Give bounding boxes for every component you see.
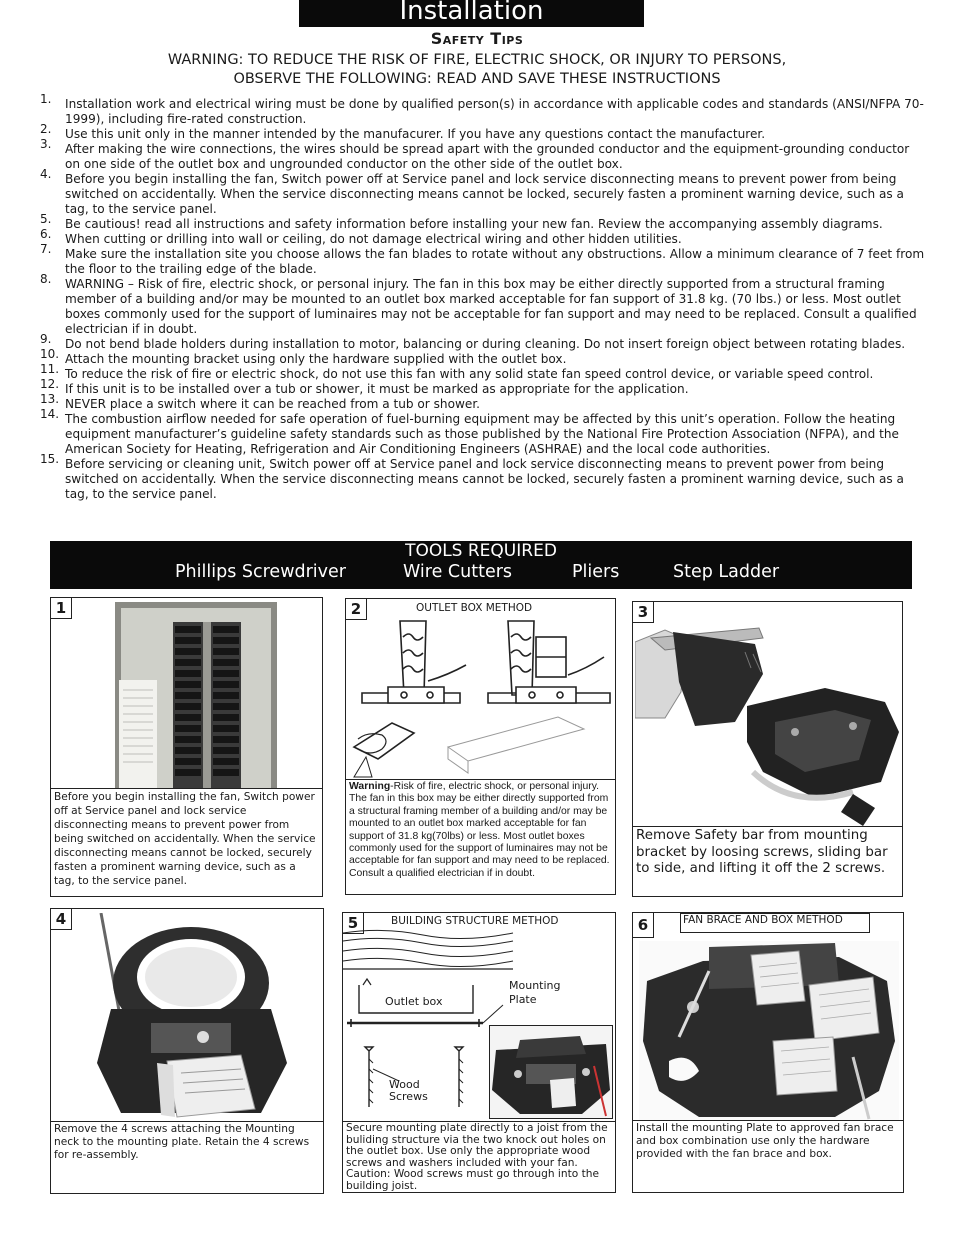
safety-tip-item [38, 122, 928, 142]
step-1-caption: Before you begin installing the fan, Switch power off at Service panel and lock service disconnecting means to prevent power from being switched on accidentally. When the service disconnecting means cannot be locked, securely fasten a prominent warning device, such as a tag, to the service panel. [51, 788, 322, 896]
mounting-plate-photo [489, 1025, 613, 1119]
step-number: 6 [633, 913, 654, 938]
safety-tip-text: Make sure the installation site you choose allows the fan blades to rotate without any obstructions. Allow a minimum clearance of 7 feet from the floor to the trailing edge of the blade. [65, 247, 925, 276]
safety-tip-number: 6. [40, 227, 52, 241]
safety-tip-number: 14. [40, 407, 60, 421]
safety-tip-text: If this unit is to be installed over a tub or shower, it must be marked as appropriate for the application. [65, 382, 689, 396]
safety-tip-item [38, 392, 928, 412]
safety-tip-number: 10. [40, 347, 60, 361]
step-5-caption: Secure mounting plate directly to a joist from the buliding structure via the two knock out holes on the outlet box. Use only the appropriate wood screws and washers included with your fan. Caution: Wood screws must go through into the building joist. [343, 1121, 615, 1192]
safety-tips-heading: Safety Tips [430, 29, 524, 48]
safety-tip-item [38, 227, 928, 247]
outlet-box-method-label: OUTLET BOX METHOD [416, 602, 533, 614]
safety-tip-item [38, 272, 928, 337]
safety-tip-item [38, 332, 928, 352]
warning-label: Warning [349, 781, 391, 792]
safety-tip-number: 8. [40, 272, 52, 286]
step-number: 1 [51, 598, 72, 619]
safety-tip-text: The combustion airflow needed for safe operation of fuel-burning equipment may be affected by this unit’s operation. Follow the heating equipment manufacturer’s guideline safety standards such as those published by the National Fire Protection Association (NFPA), and the American Society for Heating, Refrigeration and Air Conditioning Engineers (ASHRAE) and the local code authorities. [65, 412, 899, 456]
step-1-panel [50, 597, 323, 897]
safety-tip-text: After making the wire connections, the wires should be spread apart with the grounded conductor and the equipment-grounding conductor on one side of the outlet box and ungrounded conductor on the other side of the outlet box. [65, 142, 910, 171]
safety-tip-number: 3. [40, 137, 52, 151]
safety-tip-text: Attach the mounting bracket using only the hardware supplied with the outlet box. [65, 352, 567, 366]
step-number: 5 [343, 913, 364, 934]
step-2-caption [346, 779, 615, 894]
step-3-panel [632, 601, 903, 897]
safety-tip-number: 4. [40, 167, 52, 181]
safety-tip-text: Before you begin installing the fan, Switch power off at Service panel and lock service disconnecting means to prevent power from being switched on accidentally. When the service disconnecting means cannot be locked, securely fasten a prominent warning device, such as a tag, to the service panel. [65, 172, 904, 216]
safety-tip-text: NEVER place a switch where it can be reached from a tub or shower. [65, 397, 481, 411]
mounting-neck-photo [91, 913, 287, 1121]
step-5-panel [342, 912, 616, 1193]
safety-tip-text: Before servicing or cleaning unit, Switch power off at Service panel and lock service disconnecting means to prevent power from being switched on accidentally. When the service disconnecting means cannot be locked, securely fasten a prominent warning device, such as a tag, to the service panel. [65, 457, 904, 501]
safety-tip-text: When cutting or drilling into wall or ceiling, do not damage electrical wiring and other hidden utilities. [65, 232, 682, 246]
safety-tip-item [38, 407, 928, 457]
page-title: Installation [299, 0, 644, 27]
wood-screws-label: Wood Screws [389, 1078, 428, 1103]
safety-tip-number: 9. [40, 332, 52, 346]
safety-tip-number: 13. [40, 392, 60, 406]
safety-tip-number: 15. [40, 452, 60, 466]
tool-pliers: Pliers [572, 562, 620, 582]
building-structure-method-label: BUILDING STRUCTURE METHOD [391, 915, 559, 927]
step-number: 3 [633, 602, 654, 623]
step-number: 2 [346, 599, 367, 620]
safety-tip-number: 11. [40, 362, 60, 376]
safety-tip-text: Be cautious! read all instructions and safety information before installing your new fan. Review the accompanying assembly diagrams. [65, 217, 883, 231]
fan-brace-photo [639, 941, 899, 1121]
safety-tip-number: 2. [40, 122, 52, 136]
safety-tips-list [38, 92, 928, 502]
warning-line-1: WARNING: TO REDUCE THE RISK OF FIRE, ELECTRIC SHOCK, OR INJURY TO PERSONS, [167, 52, 787, 68]
safety-tip-item [38, 92, 928, 127]
safety-tip-item [38, 137, 928, 172]
safety-tip-number: 5. [40, 212, 52, 226]
step-4-panel [50, 908, 324, 1194]
step-2-panel [345, 598, 616, 895]
step-4-caption: Remove the 4 screws attaching the Mounting neck to the mounting plate. Retain the 4 screws for re-assembly. [51, 1121, 323, 1193]
step-number: 4 [51, 909, 72, 930]
tools-required-bar [50, 541, 912, 589]
safety-tip-item [38, 452, 928, 502]
safety-tip-item [38, 347, 928, 367]
safety-tip-item [38, 377, 928, 397]
mounting-plate-label: Mounting Plate [509, 979, 561, 1006]
tool-wire-cutters: Wire Cutters [403, 562, 513, 582]
breaker-panel-image [115, 602, 277, 790]
safety-tip-text: Do not bend blade holders during installation to motor, balancing or during cleaning. Do not insert foreign object between rotating blades. [65, 337, 906, 351]
step-6-caption: Install the mounting Plate to approved fan brace and box combination use only the hardware provided with the fan brace and box. [633, 1120, 903, 1192]
tool-step-ladder: Step Ladder [673, 562, 780, 582]
tool-phillips-screwdriver: Phillips Screwdriver [175, 562, 346, 582]
safety-tip-text: To reduce the risk of fire or electric shock, do not use this fan with any solid state fan speed control device, or variable speed control. [65, 367, 874, 381]
tools-title: TOOLS REQUIRED [405, 541, 557, 561]
fan-brace-box-method-label: FAN BRACE AND BOX METHOD [680, 913, 870, 933]
outlet-box-label: Outlet box [385, 995, 443, 1008]
step-2-warning-text: -Risk of fire, electric shock, or personal injury. The fan in this box may be either directly supported from a structural framing member of a building and/or may be mounted to an outlet box marked acceptable for fan support of 31.8 kg(70lbs) or less. Most outlet boxes commonly used for the support of luminaires may not be acceptable for fan support and may need to be replaced. Consult a qualified electrician if in doubt. [349, 781, 610, 879]
safety-tip-item [38, 362, 928, 382]
safety-tip-text: WARNING – Risk of fire, electric shock, or personal injury. The fan in this box may be either directly supported from a structural framing member of a building and/or may be mounted to an outlet box marked acceptable for fan support of 31.8 kg. (70 lbs.) or less. Most outlet boxes commonly used for the support of luminaires may not be acceptable for fan support and may need to be replaced. Consult a qualified electrician if in doubt. [65, 277, 917, 336]
safety-tip-number: 1. [40, 92, 52, 106]
safety-tip-item [38, 242, 928, 277]
safety-tip-number: 12. [40, 377, 60, 391]
safety-tip-text: Use this unit only in the manner intended by the manufacurer. If you have any questions contact the manufacturer. [65, 127, 766, 141]
warning-line-2: OBSERVE THE FOLLOWING: READ AND SAVE THESE INSTRUCTIONS [233, 71, 721, 87]
safety-tip-item [38, 212, 928, 232]
safety-tip-item [38, 167, 928, 217]
safety-tip-number: 7. [40, 242, 52, 256]
safety-tip-text: Installation work and electrical wiring must be done by qualified person(s) in accordance with applicable codes and standards (ANSI/NFPA 70-1999), including fire-rated construction. [65, 97, 924, 126]
step-6-panel [632, 912, 904, 1193]
outlet-box-diagram [348, 617, 614, 779]
step-3-caption: Remove Safety bar from mounting bracket by loosing screws, sliding bar to side, and lifting it off the 2 screws. [633, 826, 902, 896]
mounting-bracket-photo [635, 622, 901, 827]
